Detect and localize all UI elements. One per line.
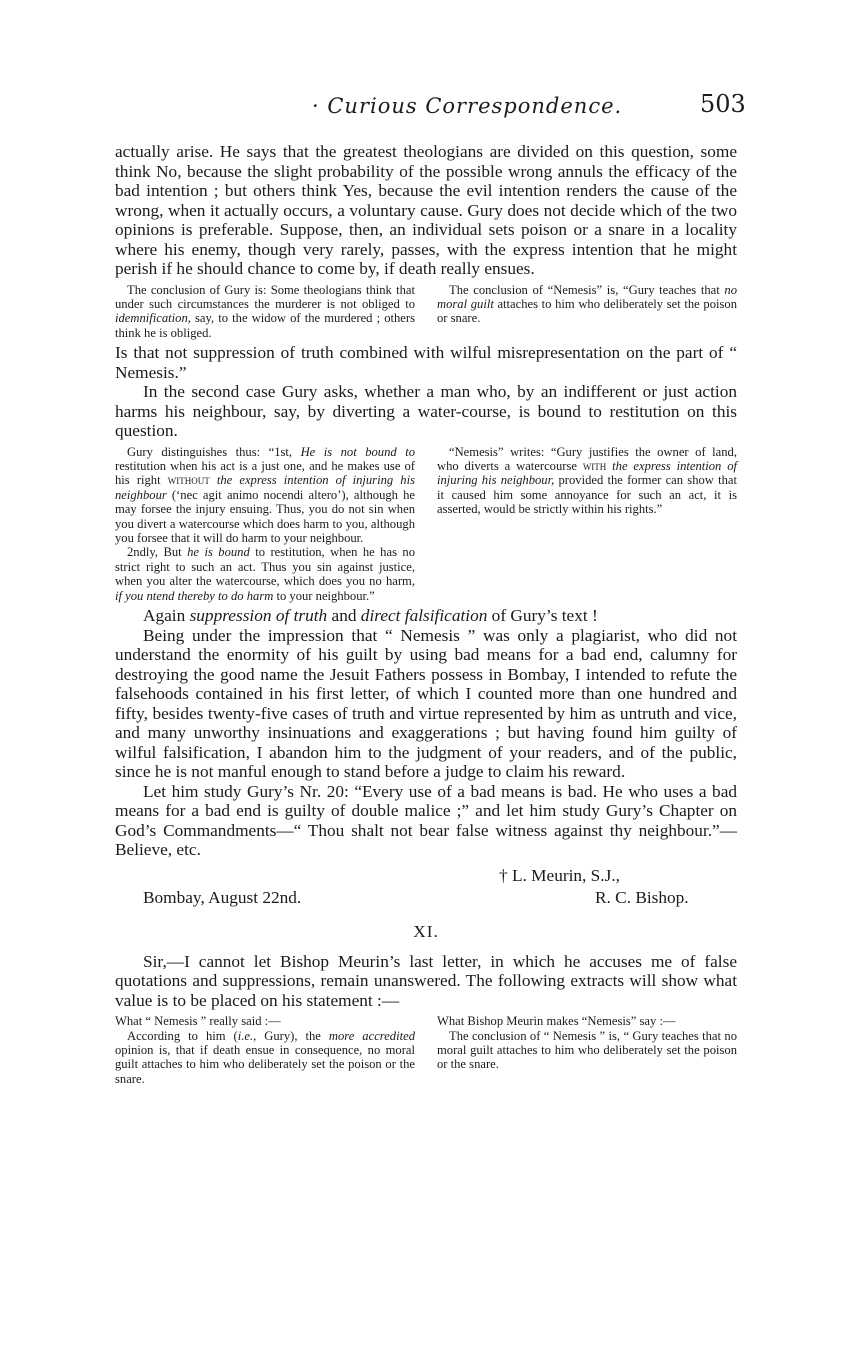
comparison-3-left: What “ Nemesis ” really said :— According to him (i.e., Gury), the more accredited opinion is, that if death ensue in consequence, no moral guilt attaches to him who deliberately set the poison or the snare. — [115, 1014, 415, 1086]
comparison-block-1 — [115, 283, 737, 341]
paragraph-7: Sir,—I cannot let Bishop Meurin’s last letter, in which he accuses me of false quotations and suppressions, remain unanswered. The following extracts will show what value is to be placed on his statement :— — [115, 951, 737, 1010]
page-number: 503 — [700, 90, 746, 118]
paragraph-1: actually arise. He says that the greatest theologians are divided on this question, some think No, because the slight probability of the possible wrong annuls the efficacy of the bad intention ; but others think Yes, because the evil intention renders the cause of the wrong, when it actually occurs, a voluntary cause. Gury does not decide which of the two opinions is preferable. Suppose, then, an individual sets poison or a snare in a locality where his enemy, though very rarely, passes, with the express intention that he might perish if he should chance to come by, if death really ensues. — [115, 142, 737, 278]
paragraph-2: Is that not suppression of truth combined with wilful misrepresentation on the part of “ Nemesis.” — [115, 343, 737, 382]
comparison-block-2 — [115, 445, 737, 603]
page-body — [115, 142, 737, 1089]
running-title: · Curious Correspondence. — [312, 94, 623, 118]
paragraph-3: In the second case Gury asks, whether a man who, by an indifferent or just action harms his neighbour, say, by diverting a water-course, is bound to restitution on this question. — [115, 382, 737, 441]
comparison-2-left: Gury distinguishes thus: “1st, He is not bound to restitution when his act is a just one, and he makes use of his right without the express intention of injuring his neighbour (‘nec agit animo nocendi altero’), although he may forsee the injury ensuing. Thus, you do not sin when you divert a watercourse which does harm to you, although you forsee that it will do harm to your neighbour. 2ndly, But he is bound to restitution, when he has no strict right to such an act. Thus you sin against justice, when you alter the watercourse, which does you no harm, if you ntend thereby to do harm to your neighbour.” — [115, 444, 416, 603]
comparison-block-3 — [115, 1014, 737, 1086]
signature-title: R. C. Bishop. — [595, 887, 689, 907]
comparison-1-right: The conclusion of “Nemesis” is, “Gury teaches that no moral guilt attaches to him who deliberately set the poison or snare. — [437, 282, 737, 326]
signature-block — [115, 866, 737, 908]
signature-place-date: Bombay, August 22nd. — [143, 887, 302, 907]
signature-name: † L. Meurin, S.J., — [499, 865, 620, 885]
page-header — [0, 76, 852, 116]
comparison-2-right: “Nemesis” writes: “Gury justifies the owner of land, who diverts a watercourse with the express intention of injuring his neighbour, provided the former can show that it caused him some annoyance for such an act, it is asserted, would be strictly within his rights.” — [437, 444, 737, 517]
paragraph-4: Again suppression of truth and direct falsification of Gury’s text ! — [143, 606, 598, 626]
comparison-1-left: The conclusion of Gury is: Some theologians think that under such circumstances the murderer is not obliged to idemnification, say, to the widow of the murdered ; others think he is obliged. — [115, 282, 415, 340]
paragraph-6: Let him study Gury’s Nr. 20: “Every use of a bad means is bad. He who uses a bad means for a bad end is guilty of double malice ;” and let him study Gury’s Chapter on God’s Commandments—“ Thou shalt not bear false witness against thy neighbour.”—Believe, etc. — [115, 781, 737, 860]
paragraph-5: Being under the impression that “ Nemesis ” was only a plagiarist, who did not understand the enormity of his guilt by using bad means for a bad end, calumny for destroying the good name the Jesuit Fathers possess in Bombay, I intended to refute the falsehoods contained in his first letter, of which I counted more than one hundred and fifty, besides twenty-five cases of truth and virtue represented by him as untruth and vice, and many unworthy insinuations and exaggerations ; but having found him guilty of wilful falsification, I abandon him to the judgment of your readers, and of the public, since he is not manful enough to stand before a judge to claim his reward. — [115, 625, 737, 782]
section-number: XI. — [413, 921, 439, 941]
comparison-3-right: What Bishop Meurin makes “Nemesis” say :— The conclusion of “ Nemesis ” is, “ Gury teaches that no moral guilt attaches to him who deliberately set the poison or the snare. — [437, 1014, 737, 1072]
